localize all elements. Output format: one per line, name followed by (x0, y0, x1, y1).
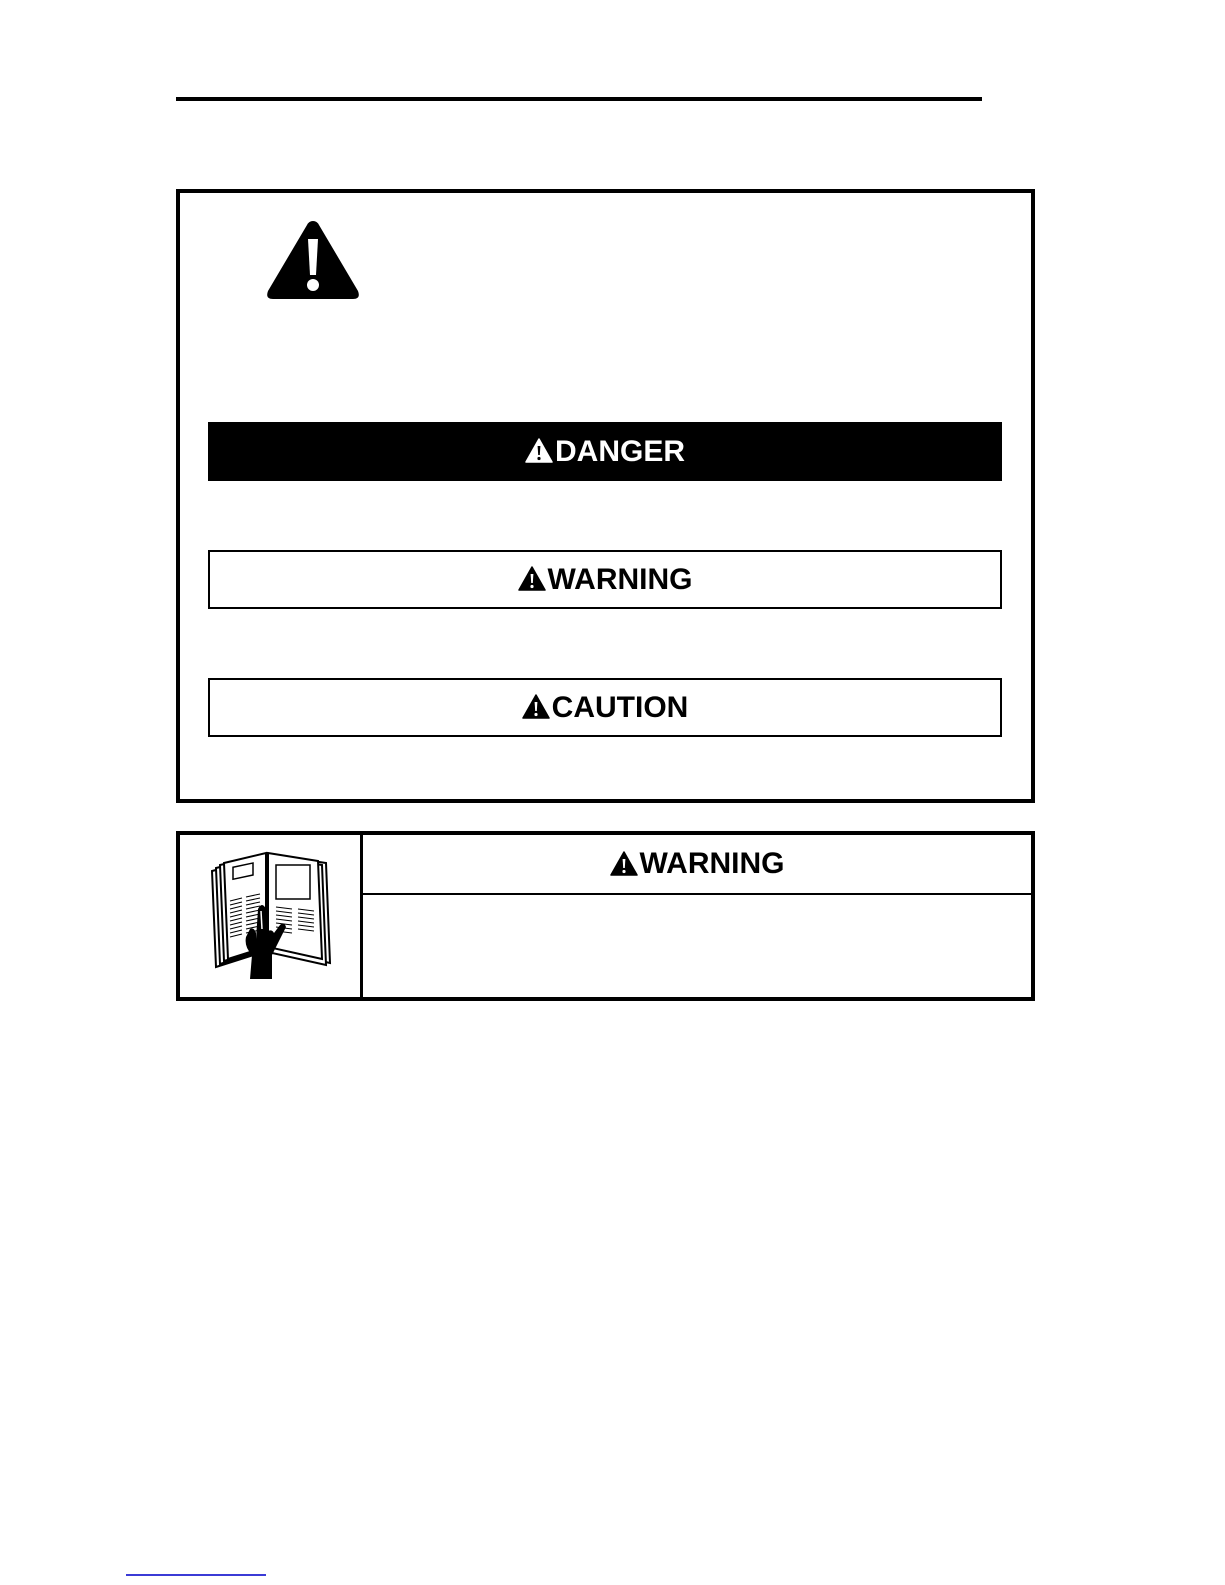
footer-link-underline[interactable] (126, 1574, 266, 1576)
manual-warning-label: WARNING (639, 847, 785, 880)
top-rule (176, 97, 982, 101)
alert-triangle-icon (610, 851, 638, 876)
alert-triangle-icon (518, 566, 546, 591)
caution-label: CAUTION (551, 690, 689, 724)
caution-signal-bar (208, 678, 1002, 737)
manual-icon-cell (180, 835, 363, 997)
danger-label: DANGER (554, 434, 685, 468)
manual-warning-heading (363, 835, 1031, 895)
warning-label: WARNING (547, 562, 693, 596)
read-manual-icon (206, 851, 336, 979)
read-manual-warning-box (176, 831, 1035, 1001)
warning-signal-bar (208, 550, 1002, 609)
danger-signal-bar (208, 422, 1002, 481)
alert-triangle-icon (522, 694, 550, 719)
manual-warning-body (363, 895, 1031, 997)
safety-symbols-panel (176, 189, 1035, 803)
alert-triangle-icon (525, 438, 553, 463)
safety-alert-triangle-icon (265, 217, 361, 303)
